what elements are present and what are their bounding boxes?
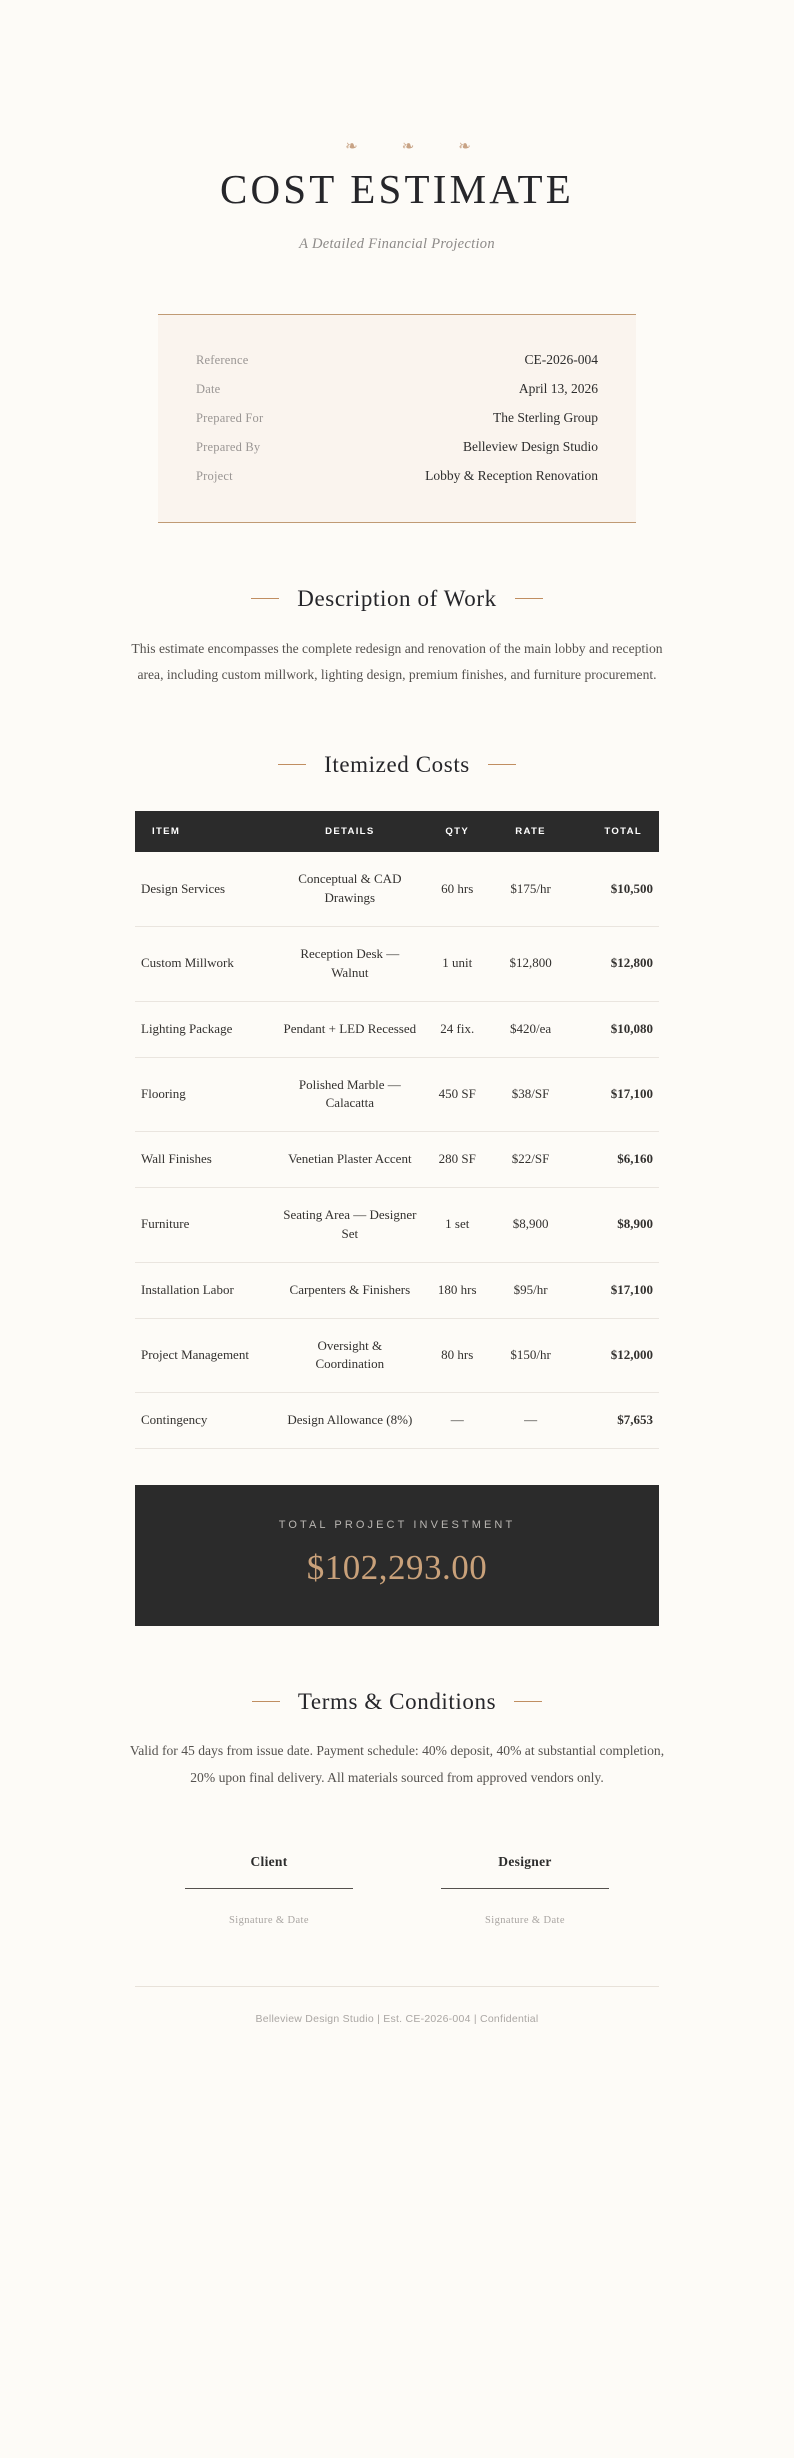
meta-value: The Sterling Group: [493, 409, 598, 425]
signature-block-designer: [441, 1854, 609, 1926]
signature-role: Designer: [498, 1854, 552, 1870]
signature-caption: Signature & Date: [485, 1915, 565, 1927]
section-heading-description: [0, 585, 794, 613]
heading-rule-left: [251, 598, 279, 599]
itemized-costs-table-wrapper: [135, 811, 659, 1449]
signature-section: [0, 1854, 794, 1926]
meta-row-project: [196, 461, 598, 490]
meta-label: Reference: [196, 352, 249, 367]
cell-total: $10,500: [570, 852, 659, 926]
table-row: [135, 1132, 659, 1188]
cell-details: Carpenters & Finishers: [276, 1262, 423, 1318]
cell-details: Polished Marble — Calacatta: [276, 1057, 423, 1132]
table-row: [135, 1318, 659, 1393]
cell-qty: —: [423, 1393, 491, 1449]
column-header-details: DETAILS: [276, 811, 423, 852]
table-row: [135, 1262, 659, 1318]
cell-rate: $38/SF: [491, 1057, 570, 1132]
signature-role: Client: [250, 1854, 288, 1870]
cell-details: Reception Desk — Walnut: [276, 926, 423, 1001]
document-meta-box: [158, 314, 636, 523]
section-title: Description of Work: [297, 586, 497, 612]
cell-total: $12,000: [570, 1318, 659, 1393]
table-header-row: [135, 811, 659, 852]
itemized-costs-table: [135, 811, 659, 1449]
cell-total: $8,900: [570, 1188, 659, 1263]
cell-total: $17,100: [570, 1262, 659, 1318]
cell-rate: $8,900: [491, 1188, 570, 1263]
signature-line[interactable]: [441, 1888, 609, 1889]
meta-value: April 13, 2026: [518, 380, 598, 396]
signature-caption: Signature & Date: [229, 1915, 309, 1927]
meta-label: Project: [196, 468, 233, 483]
terms-text: Valid for 45 days from issue date. Payment schedule: 40% deposit, 40% at substantial completion, 20% upon final delivery. All materials sourced from approved vendors only.: [129, 1743, 665, 1785]
cell-rate: $420/ea: [491, 1001, 570, 1057]
table-header: [135, 811, 659, 852]
meta-label: Prepared For: [196, 410, 264, 425]
signature-line[interactable]: [185, 1888, 353, 1889]
cell-item: Lighting Package: [135, 1001, 276, 1057]
cell-total: $7,653: [570, 1393, 659, 1449]
cell-item: Flooring: [135, 1057, 276, 1132]
heading-rule-right: [488, 764, 516, 765]
cell-rate: $22/SF: [491, 1132, 570, 1188]
column-header-qty: QTY: [423, 811, 491, 852]
cell-qty: 80 hrs: [423, 1318, 491, 1393]
cell-item: Project Management: [135, 1318, 276, 1393]
column-header-rate: RATE: [491, 811, 570, 852]
page-subtitle: A Detailed Financial Projection: [299, 236, 495, 253]
cell-details: Venetian Plaster Accent: [276, 1132, 423, 1188]
cell-total: $12,800: [570, 926, 659, 1001]
cell-qty: 1 unit: [423, 926, 491, 1001]
section-title: Terms & Conditions: [297, 1688, 497, 1714]
meta-row-prepared-for: [196, 403, 598, 432]
table-row: [135, 852, 659, 926]
heading-rule-left: [278, 764, 306, 765]
cell-details: Oversight & Coordination: [276, 1318, 423, 1393]
cell-qty: 60 hrs: [423, 852, 491, 926]
cell-total: $6,160: [570, 1132, 659, 1188]
cell-rate: $175/hr: [491, 852, 570, 926]
cell-total: $10,080: [570, 1001, 659, 1057]
meta-value: Belleview Design Studio: [463, 438, 598, 454]
meta-row-prepared-by: [196, 432, 598, 461]
cell-rate: $12,800: [491, 926, 570, 1001]
total-label: TOTAL PROJECT INVESTMENT: [278, 1519, 516, 1532]
heading-rule-right: [515, 598, 543, 599]
cell-details: Conceptual & CAD Drawings: [276, 852, 423, 926]
section-title: Itemized Costs: [324, 751, 470, 777]
floral-heart-icon: ❧: [345, 139, 380, 155]
meta-label: Prepared By: [196, 439, 261, 454]
footer-divider: [135, 1986, 659, 1987]
cell-rate: $150/hr: [491, 1318, 570, 1393]
description-text: This estimate encompasses the complete redesign and renovation of the main lobby and reception area, including custom millwork, lighting design, premium finishes, and furniture procurement.: [131, 640, 663, 683]
cell-qty: 450 SF: [423, 1057, 491, 1132]
heading-rule-left: [252, 1701, 280, 1702]
cell-qty: 280 SF: [423, 1132, 491, 1188]
table-row: [135, 1001, 659, 1057]
section-heading-terms: [0, 1688, 794, 1716]
cell-rate: $95/hr: [491, 1262, 570, 1318]
cell-details: Seating Area — Designer Set: [276, 1188, 423, 1263]
column-header-total: TOTAL: [570, 811, 659, 852]
cell-total: $17,100: [570, 1057, 659, 1132]
cell-item: Contingency: [135, 1393, 276, 1449]
cell-item: Design Services: [135, 852, 276, 926]
column-header-item: ITEM: [135, 811, 276, 852]
cell-item: Wall Finishes: [135, 1132, 276, 1188]
cell-qty: 1 set: [423, 1188, 491, 1263]
cell-details: Design Allowance (8%): [276, 1393, 423, 1449]
total-amount: $102,293.00: [306, 1548, 488, 1588]
meta-value: Lobby & Reception Renovation: [425, 467, 598, 483]
meta-row-date: [196, 374, 598, 403]
cell-item: Furniture: [135, 1188, 276, 1263]
cell-details: Pendant + LED Recessed: [276, 1001, 423, 1057]
section-heading-itemized: [0, 751, 794, 779]
footer-text: Belleview Design Studio | Est. CE-2026-004 | Confidential: [255, 2013, 539, 2026]
meta-value: CE-2026-004: [524, 351, 598, 367]
cell-item: Installation Labor: [135, 1262, 276, 1318]
floral-heart-icon: ❧: [401, 139, 437, 155]
heading-rule-right: [514, 1701, 542, 1702]
signature-block-client: [185, 1854, 353, 1926]
cell-item: Custom Millwork: [135, 926, 276, 1001]
meta-label: Date: [196, 381, 221, 396]
table-row: [135, 1393, 659, 1449]
header-ornament-row: [0, 0, 794, 155]
table-row: [135, 926, 659, 1001]
cell-qty: 180 hrs: [423, 1262, 491, 1318]
total-project-investment-banner: [135, 1485, 659, 1626]
cell-qty: 24 fix.: [423, 1001, 491, 1057]
table-body: [135, 852, 659, 1448]
meta-row-reference: [196, 345, 598, 374]
cell-rate: —: [491, 1393, 570, 1449]
page-title: COST ESTIMATE: [219, 166, 575, 212]
floral-heart-icon: ❧: [458, 139, 493, 155]
table-row: [135, 1188, 659, 1263]
table-row: [135, 1057, 659, 1132]
